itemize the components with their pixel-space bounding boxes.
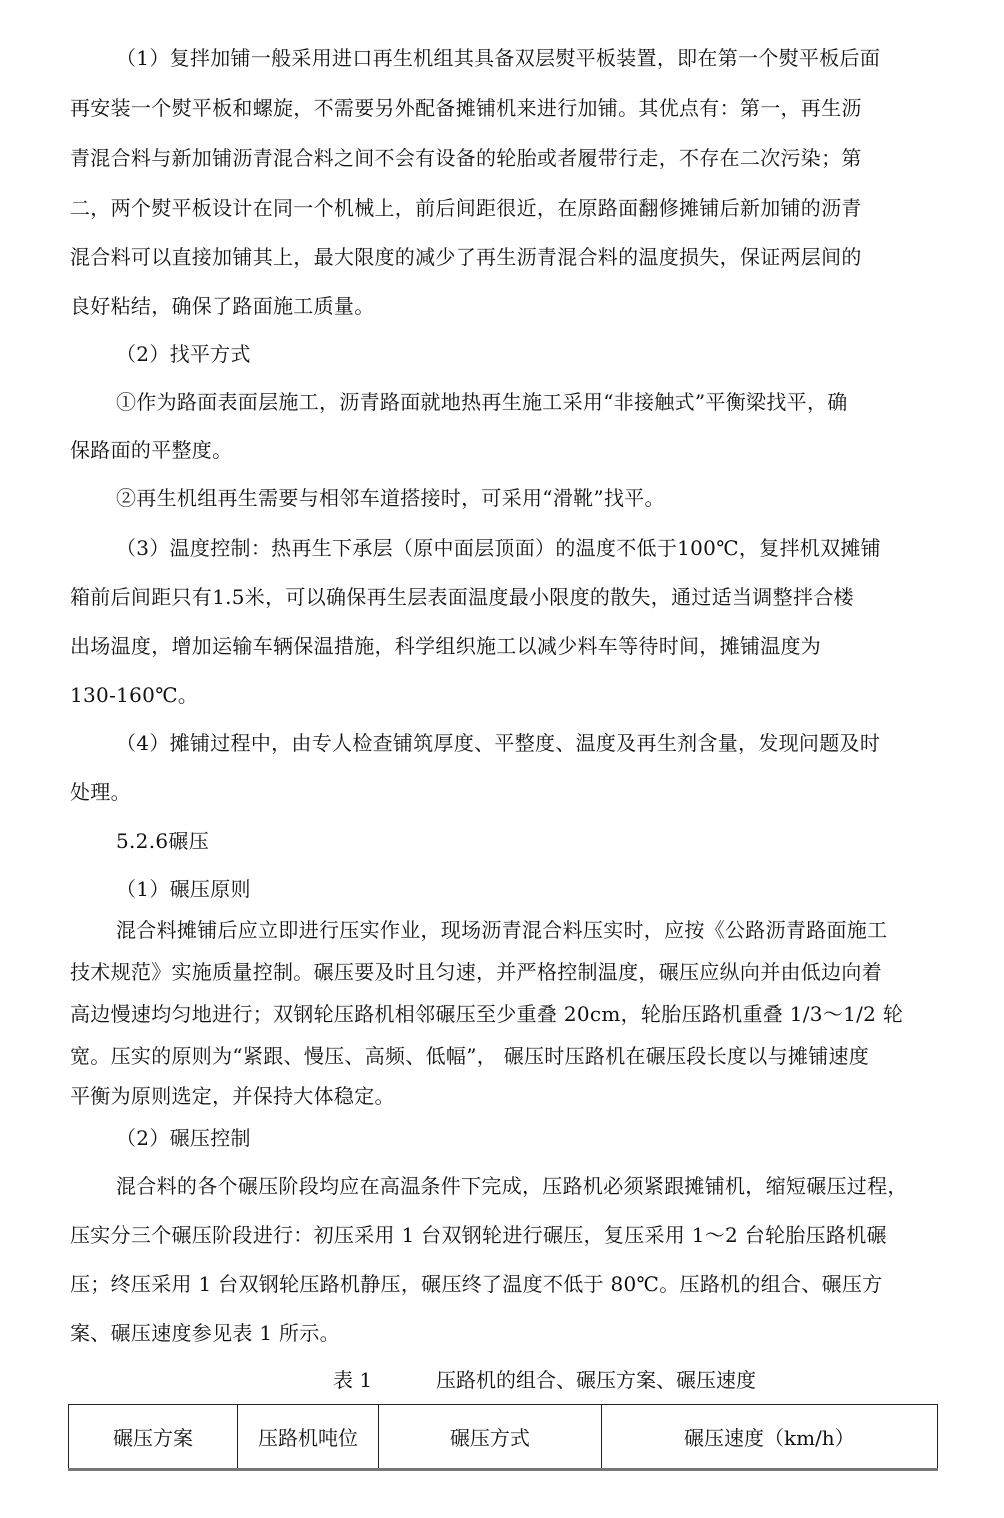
paragraph-line: 技术规范》实施质量控制。碾压要及时且匀速，并严格控制温度，碾压应纵向并由低边向着 bbox=[70, 960, 882, 984]
paragraph-line: （2）找平方式 bbox=[116, 342, 251, 366]
paragraph-line: ②再生机组再生需要与相邻车道搭接时，可采用“滑靴”找平。 bbox=[116, 486, 665, 510]
table-caption-number: 表 1 bbox=[333, 1368, 373, 1392]
paragraph-line: 二，两个熨平板设计在同一个机械上，前后间距很近，在原路面翻修摊铺后新加铺的沥青 bbox=[70, 196, 862, 220]
paragraph-line: 混合料的各个碾压阶段均应在高温条件下完成，压路机必须紧跟摊铺机，缩短碾压过程， bbox=[116, 1174, 908, 1198]
paragraph-line: 高边慢速均匀地进行；双钢轮压路机相邻碾压至少重叠 20cm，轮胎压路机重叠 1/3～1/2 轮 bbox=[70, 1002, 904, 1026]
paragraph-line: （3）温度控制：热再生下承层（原中面层顶面）的温度不低于100℃，复拌机双摊铺 bbox=[116, 536, 881, 560]
table-header-cell: 碾压速度（km/h） bbox=[601, 1405, 937, 1470]
table-header-cell: 碾压方式 bbox=[379, 1405, 602, 1470]
paragraph-line: 宽。压实的原则为“紧跟、慢压、高频、低幅”， 碾压时压路机在碾压段长度以与摊铺速度 bbox=[70, 1044, 870, 1068]
paragraph-line: 5.2.6碾压 bbox=[116, 829, 209, 853]
paragraph-line: 箱前后间距只有1.5米，可以确保再生层表面温度最小限度的散失，通过适当调整拌合楼 bbox=[70, 585, 854, 609]
paragraph-line: （4）摊铺过程中，由专人检查铺筑厚度、平整度、温度及再生剂含量，发现问题及时 bbox=[116, 731, 881, 755]
paragraph-line: 平衡为原则选定，并保持大体稳定。 bbox=[70, 1084, 395, 1108]
paragraph-line: （1）碾压原则 bbox=[116, 877, 251, 901]
paragraph-line: 130-160℃。 bbox=[70, 683, 199, 707]
paragraph-line: 压；终压采用 1 台双钢轮压路机静压，碾压终了温度不低于 80℃。压路机的组合、碾压方 bbox=[70, 1272, 883, 1296]
table-header-cell: 压路机吨位 bbox=[237, 1405, 378, 1470]
table-caption-title: 压路机的组合、碾压方案、碾压速度 bbox=[436, 1368, 756, 1392]
paragraph-line: 处理。 bbox=[70, 780, 131, 804]
table-header-row bbox=[69, 1405, 938, 1470]
paragraph-line: 混合料可以直接加铺其上，最大限度的减少了再生沥青混合料的温度损失，保证两层间的 bbox=[70, 245, 862, 269]
paragraph-line: 案、碾压速度参见表 1 所示。 bbox=[70, 1321, 340, 1345]
paragraph-line: 良好粘结，确保了路面施工质量。 bbox=[70, 294, 375, 318]
paragraph-line: 青混合料与新加铺沥青混合料之间不会有设备的轮胎或者履带行走，不存在二次污染；第 bbox=[70, 146, 862, 170]
paragraph-line: ①作为路面表面层施工，沥青路面就地热再生施工采用“非接触式”平衡梁找平，确 bbox=[116, 390, 848, 414]
table-caption bbox=[333, 1368, 756, 1392]
table-header-cell: 碾压方案 bbox=[69, 1405, 238, 1470]
paragraph-line: 再安装一个熨平板和螺旋，不需要另外配备摊铺机来进行加铺。其优点有：第一，再生沥 bbox=[70, 96, 862, 120]
paragraph-line: 出场温度，增加运输车辆保温措施，科学组织施工以减少料车等待时间，摊铺温度为 bbox=[70, 634, 822, 658]
compaction-table bbox=[68, 1404, 938, 1471]
paragraph-line: （1）复拌加铺一般采用进口再生机组其具备双层熨平板装置，即在第一个熨平板后面 bbox=[116, 46, 881, 70]
paragraph-line: （2）碾压控制 bbox=[116, 1126, 251, 1150]
paragraph-line: 混合料摊铺后应立即进行压实作业，现场沥青混合料压实时，应按《公路沥青路面施工 bbox=[116, 918, 888, 942]
paragraph-line: 保路面的平整度。 bbox=[70, 438, 233, 462]
paragraph-line: 压实分三个碾压阶段进行：初压采用 1 台双钢轮进行碾压，复压采用 1～2 台轮胎压路机碾 bbox=[70, 1223, 887, 1247]
